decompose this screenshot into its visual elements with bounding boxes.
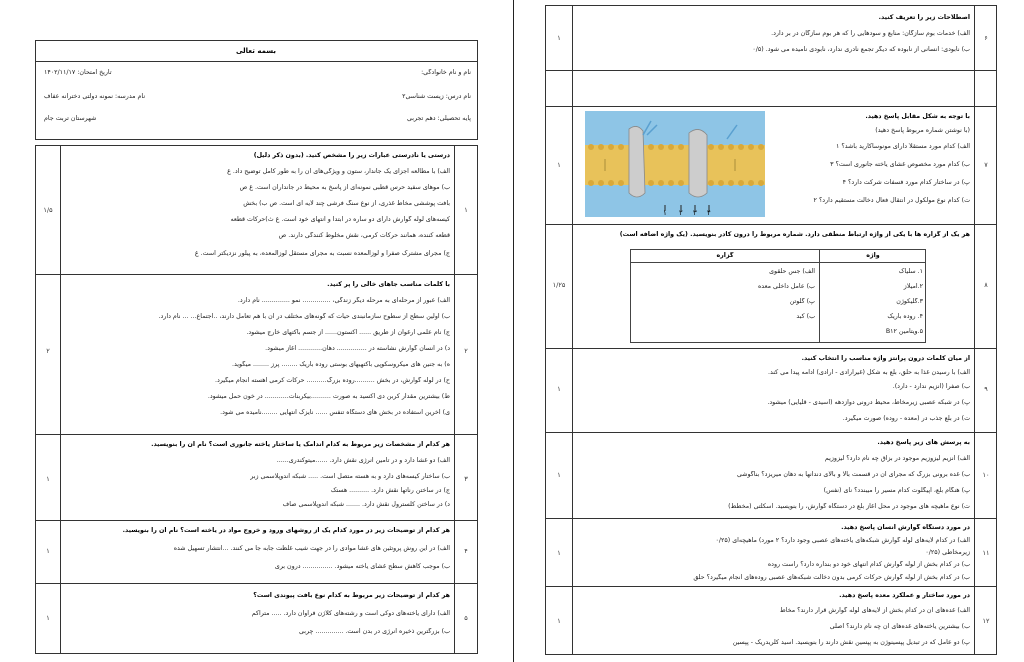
question-score: ۱ [557,617,561,625]
protein-channel [629,126,645,197]
question-line: د) در انسان گوارش نشاسته در ............... دهان............ آغاز میشود. [265,345,450,352]
question-number: ۷ [984,161,988,169]
question-line: ب) ساختار کیسه‌های دارد و به هسته متصل است. ..... شبکه آندوپلاسمی زبر [250,473,450,480]
question-row [546,518,996,586]
figure-label: ۳ [693,209,697,217]
figure-label: ۴ [707,209,711,217]
question-line: پ) هنگام بلع، اپیگلوت کدام مسیر را میبندد؟ نای (نفس) [823,487,970,494]
question-title: با توجه به شکل مقابل پاسخ دهید. [865,113,970,120]
question-line: بافت پوششی مخاط غذری، از نوع سنگ فرشی چند لایه ای است. ص ب) بخش [243,200,450,207]
question-line: زیرمخاطی (۰/۲۵ [925,549,970,556]
question-row [546,6,996,70]
matching-statement: ب) کبد [796,313,815,320]
question-line: ط) بیشترین مقدار کربن دی اکسید به صورت ..........بیکربنات............ در خون حمل میشود. [207,393,450,400]
question-title: هر یک از گزاره ها با یکی از واژه ارتباط منطقی دارد. شماره مربوط را درون کادر بنویسید. (یک واژه اضافه است) [619,231,970,238]
question-score: ۱ [557,34,561,42]
question-title: هر کدام از توضیحات زیر در مورد کدام یک از روشهای ورود و خروج مواد در یاخته است؟ نام آن را بنویسید. [122,527,450,534]
question-line: کیسه‌های لوله گوارش دارای دو ساره در ابتدا و انتهای خود است. غ ث)حرکات قطعه [230,216,450,223]
question-title: به پرسش های زیر پاسخ دهید. [877,439,970,446]
question-score: ۱ [557,471,561,479]
membrane-diagram [585,111,765,217]
question-line: الف) در کدام لایه‌های لوله گوارش شبکه‌های یاخته‌های عصبی وجود دارد؟ ۲ مورد) ماهیچه‌ای (۰/۲۵ [715,537,970,544]
question-line: (با نوشتن شماره مربوط پاسخ دهید) [875,127,970,134]
matching-statement: پ) گلوتن [789,298,815,305]
question-line: ت) در بلع جذب در (معده - روده) صورت میگیرد. [842,415,970,422]
question-line: ج) در ساختن رناتها نقش دارد. .......... هستک [330,487,450,494]
question-line: ب) صفرا (آنزیم ندارد - دارد). [892,383,970,390]
question-title: هر کدام از مشخصات زیر مربوط به کدام اندامک یا ساختار یاخته جانوری است؟ نام آن را بنویسید. [151,441,450,448]
header-grade: پایه تحصیلی: دهم تجربی [406,115,471,122]
matching-statement: ب) عامل داخلی معده [757,283,815,290]
question-line: ب) بزرگترین ذخیره انرژی در بدن است. .............. چربی [298,628,450,635]
question-title: با کلمات مناسب جاهای خالی را پر کنید. [327,281,450,288]
question-line: ج) مجرای مشترک صفرا و لوزالمعده نسبت به مجرای مستقل لوزالمعده، به پیلور نزدیکتر است. غ [194,250,450,257]
question-line: الف) دو غشا دارد و در تامین انرژی نقش دارد. ......میتوکندری...... [276,457,450,464]
question-line: ح) در لوله گوارش، در بخش ..........روده بزرگ.......... حرکات کرمی آهسته انجام میگیرد. [214,377,450,384]
question-line: ج) نام علمی ارغوان از طریق ...... آکستون...... از جسم باکتهای خارج میشود. [246,329,450,336]
membrane-figure [585,111,765,217]
question-title: در مورد دستگاه گوارش انسان پاسخ دهید. [841,524,970,531]
page-divider [513,0,514,662]
question-row [36,434,477,520]
matching-word: ۳.گلیکوژن [896,298,923,305]
page-left [0,0,503,662]
header-exam-date: تاریخ امتحان: ۱۴۰۲/۱۱/۱۷ [44,69,112,76]
question-number: ۱۲ [982,617,990,625]
question-score: ۱ [46,614,50,622]
question-number: ۹ [984,385,988,393]
matching-table [630,249,926,343]
figure-label: ۱ [663,209,667,217]
question-row [546,224,996,348]
question-line: ب) موهای سفید حرس قطبی نمونه‌ای از پاسخ به محیط در جانداران است. غ ص [239,184,450,191]
question-line: ب) بیشترین یاخته‌های غده‌های آن چه نام دارند؟ اصلی [829,623,970,630]
question-line: ی) آخرین استفاده در بخش های دستگاه تنفس ...... نایزک انتهایی ........نامیده می شود. [220,409,450,416]
question-row [36,274,477,434]
question-row [546,348,996,432]
question-line: ب) در کدام بخش از لوله گوارش حرکات کرمی بدون دخالت شبکه‌های عصبی روده‌های انجام میگیرد؟ حلق [693,574,970,581]
question-row [36,146,477,274]
question-number: ۲ [464,347,468,355]
question-line: ب) در کدام بخش از لوله گوارش کدام انتهای خود دو بنداره دارد؟ راست روده [767,561,970,568]
question-line: الف) در این روش پروتئین های غشا موادی را در جهت شیب غلظت جابه جا می کنند. ...انتشار تسهیل شده [173,545,450,552]
lipid-bilayer [585,145,765,185]
question-number: ۱۱ [982,549,990,557]
question-score: ۱/۲۵ [552,281,566,289]
question-row [36,520,477,583]
question-title: اصطلاحات زیر را تعریف کنید. [878,14,970,21]
question-title: درستی یا نادرستی عبارات زیر را مشخص کنید. (بدون ذکر دلیل) [253,152,450,159]
question-number: ۱ [464,206,468,214]
question-line: ب) غده برونی بزرگ که مجرای آن در قسمت بالا و بالای دندانها به دهان میریزد؟ بناگوشی [736,471,970,478]
transport-protein [689,129,707,197]
question-line: الف) غده‌های آن در کدام بخش از لایه‌های لوله گوارش قرار دارند؟ مخاط [779,607,970,614]
question-number: ۳ [464,475,468,483]
header-city: شهرستان تربت جام [44,115,97,122]
header-course: نام درس: زیست شناسی۲ [402,93,471,100]
question-line: ت) نوع ماهیچه های موجود در محل آغاز بلع در دستگاه گوارش، را بنویسید. اسکلتی (مخطط) [728,503,970,510]
question-line: الف) آنزیم لیزوزیم موجود در بزاق چه نام دارد؟ لیزوزیم [824,455,970,462]
matching-word: ۱. سلیاک [898,268,923,275]
question-number: ۸ [984,281,988,289]
question-number: ۱۰ [982,471,990,479]
matching-header-word: واژه [866,252,880,259]
question-line: ب) موجب کاهش سطح غشای یاخته میشود. ............... درون بری [274,563,450,570]
question-score: ۱ [557,549,561,557]
question-line: پ) در ساختار کدام مورد فسفات شرکت دارد؟ ۴ [842,179,970,186]
question-title: در مورد ساختار و عملکرد معده پاسخ دهید. [839,592,970,599]
questions-table-left [35,145,478,654]
question-row [36,583,477,655]
header-name-label: نام و نام خانوادگی: [421,69,471,76]
question-line: الف) دارای یاخته‌های دوکی است و رشته‌های کلاژن فراوان دارد. ..... متراکم [251,610,450,617]
question-title: هر کدام از توضیحات زیر مربوط به کدام نوع بافت پیوندی است؟ [253,592,450,599]
question-line: الف) با رسیدن غذا به حلق، بلع به شکل (غیرارادی - ارادی) ادامه پیدا می کند. [767,369,970,376]
question-line: ب) کدام مورد مخصوص غشای یاخته جانوری است؟ ۳ [830,161,970,168]
matching-word: ۲.آمیلاز [903,283,923,290]
question-line: ه) به جنین های میکروسکوپی باکتهیهای بوستی روده باریک ........ پرز ........ میگوید. [231,361,450,368]
matching-statement: الف) جس حلقوی [769,268,815,275]
question-line: ت) کدام نوع مولکول در انتقال فعال دخالت مستقیم دارد؟ ۲ [813,197,970,204]
question-number: ۵ [464,614,468,622]
question-line: پ) در شبکه عصبی زیرمخاط، محیط درونی دوازدهه (اسیدی - قلیایی) میشود. [767,399,970,406]
question-row [546,586,996,656]
question-score: ۱ [557,385,561,393]
question-score: ۱ [557,161,561,169]
page-right [523,0,1024,662]
matching-word: ۵.ویتامین B۱۲ [885,328,923,335]
question-line: الف) عبور از مرحله‌ای به مرحله دیگر زندگی، .............. نمو .............. نام دارد. [237,297,450,304]
matching-word: ۴. روده باریک [887,313,923,320]
question-score: ۱ [46,547,50,555]
question-line: د) در ساختن کلسترول نقش دارد. ....... شبکه آندوپلاسمی صاف [282,501,450,508]
question-title: از میان کلمات درون پرانتز واژه مناسب را انتخاب کنید. [801,355,970,362]
matching-header-statement: گزاره [716,252,734,259]
question-line: ب) اولین سطح از سطوح سازمانبندی حیات که گونه‌های مختلف در آن با هم تعامل دارند، ..اجتماع... ... نام دارد. [158,313,450,320]
question-line: پ) دو عامل که در تبدیل پپسینوژن به پپسین نقش دارند را بنویسید. اسید کلریدریک - پپسین [732,639,970,646]
question-line: الف) کدام مورد مستقلاً دارای مونوساکارید باشد؟ ۱ [835,143,970,150]
question-row [546,432,996,518]
header-school: نام مدرسه: نمونه دولتی دخترانه عفاف [44,93,146,100]
question-line: الف) با مطالعه اجزای یک جاندار، ستون و ویژگی‌های آن را به طور کامل توضیح داد. غ [227,168,450,175]
exam-header [35,40,478,140]
question-line: قطعه کننده، همانند حرکات کرمی، نقش مخلوط کنندگی دارند. ص [278,232,450,239]
question-line: الف) خدمات بوم سازگان: منابع و سودهایی را که هر بوم سازگان در بر دارد. [771,30,970,37]
question-number: ۶ [984,34,988,42]
questions-table-right [545,5,997,655]
question-number: ۴ [464,547,468,555]
header-series: بسمه تعالی [235,47,277,55]
question-score: ۱ [46,475,50,483]
question-score: ۱/۵ [43,206,53,214]
question-score: ۲ [46,347,50,355]
question-line: ب) نابودی: انسانی از نابوده که دیگر تجمع نادری ندارد، نابودی نامیده می شود. (۰/۵ [752,46,970,53]
figure-label: ۲ [679,209,683,217]
